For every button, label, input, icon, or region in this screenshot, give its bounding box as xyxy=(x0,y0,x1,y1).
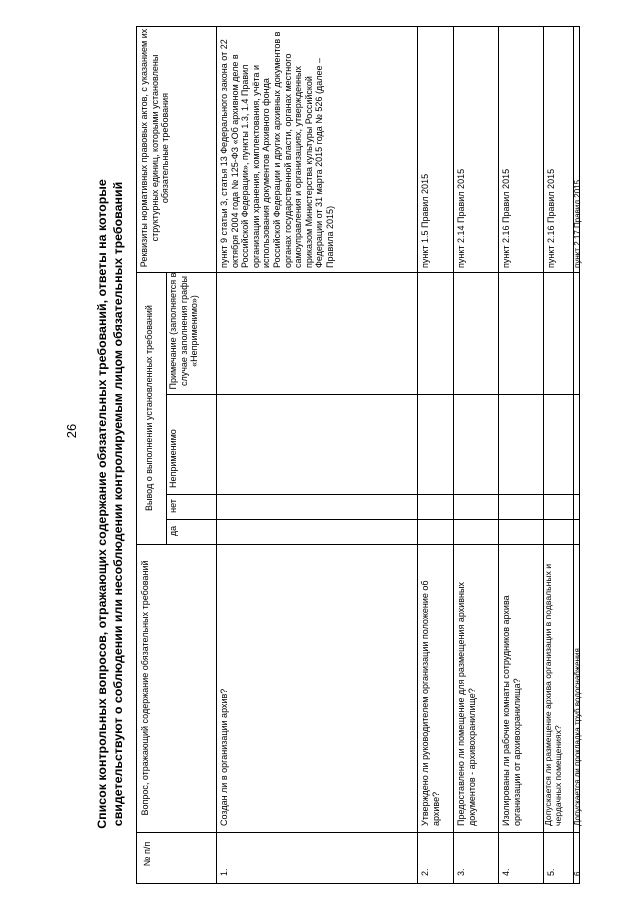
requirements-table: № п/п Вопрос, отражающий содержание обязательных требований Вывод о выполнении установленных требований да нет Неприменимо Примечание (заполняется в случае заполнения графы «Неприменимо») Реквизиты нормативных правовых актов, с указанием их структурных единиц, которыми установлены обязательные требования 1. Создан ли в организации архив? пункт 9 статьи 3, статья 13 Федерального закона от 22 октября 2004 года № 125-ФЗ «Об архивном деле в Российской Федерации», пункты 1.3, 1.4 Правил организации хранения, комплектования, учёта и использования документов Архивного фонда Российской Федерации и других архивных документов в органах государственной власти, органах местного самоуправления и организациях, утвержденных приказом Министерства культуры Российской Федерации от 31 марта 2015 года № 526 (далее – Правила 2015) 2. Утверждено ли руководителем организации положение об архиве? пункт 1.5 Правил 2015 3. Предоставлено ли помещение для размещения архивных документов - архивохранилище? пункт 2.14 Правил 2015 4. Изолированы ли рабочие комнаты сотрудников архива организации от архивохранилища? пункт 2.16 Правил 2015 5. Допускается ли размещение архива организации в подвальных и чердачных помещениях? пункт 2.16 Правил 2015 6. Допускается ли прокладка труб водоснабжения пункт 2.17 Правил 2015 xyxy=(136,26,580,884)
page-number: 26 xyxy=(64,423,79,439)
title-line-1: Список контрольных вопросов, отражающих содержание обязательных требований, ответы на которые xyxy=(95,179,109,829)
title-line-2: свидетельствуют о соблюдении или несоблюдении контролируемым лицом обязательных требований xyxy=(111,181,125,827)
